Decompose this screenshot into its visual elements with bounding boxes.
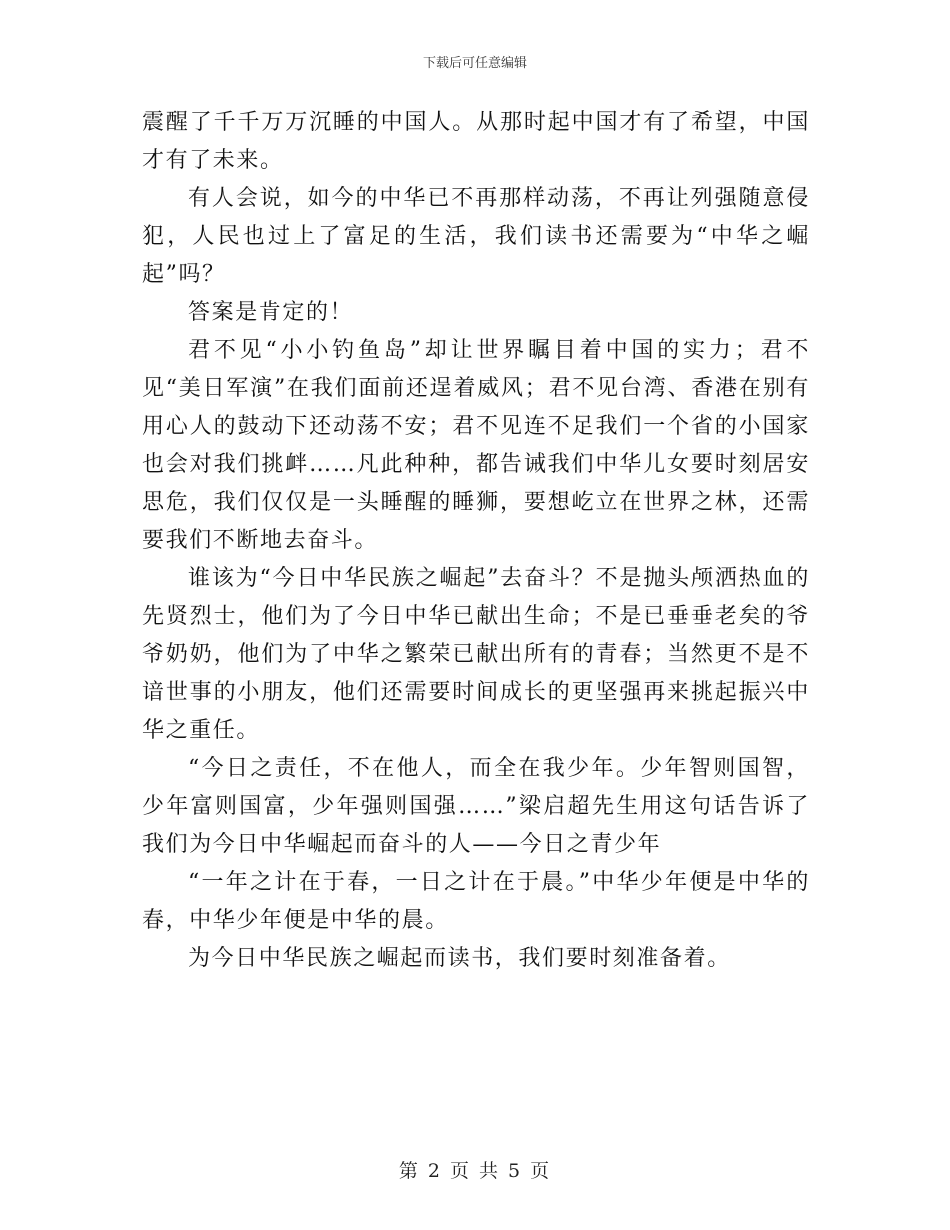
page-header: 下载后可任意编辑 (422, 56, 527, 71)
paragraph: 为今日中华民族之崛起而读书，我们要时刻准备着。 (188, 946, 731, 971)
paragraph: 谁该为“今日中华民族之崛起”去奋斗？不是抛头颅洒热血的先贤烈士，他们为了今日中华已献出生命；不是已垂垂老矣的爷爷奶奶，他们为了中华之繁荣已献出所有的青春；当然更不是不谙世事的小朋友，他们还需要时间成长的更坚强再来挑起振兴中华之重任。 (142, 566, 810, 743)
paragraph: “一年之计在于春，一日之计在于晨。”中华少年便是中华的春，中华少年便是中华的晨。 (142, 870, 810, 933)
paragraph: 君不见“小小钓鱼岛”却让世界瞩目着中国的实力；君不见“美日军演”在我们面前还逞着威风；君不见台湾、香港在别有用心人的鼓动下还动荡不安；君不见连不足我们一个省的小国家也会对我们挑衅……凡此种种，都告诫我们中华儿女要时刻居安思危，我们仅仅是一头睡醒的睡狮，要想屹立在世界之林，还需要我们不断地去奋斗。 (142, 338, 810, 553)
paragraph: “今日之责任，不在他人，而全在我少年。少年智则国智，少年富则国富，少年强则国强……”梁启超先生用这句话告诉了我们为今日中华崛起而奋斗的人——今日之青少年 (142, 756, 810, 857)
page-number: 第 2 页 共 5 页 (398, 1160, 552, 1182)
paragraph: 答案是肯定的！ (188, 300, 354, 325)
paragraph: 有人会说，如今的中华已不再那样动荡，不再让列强随意侵犯，人民也过上了富足的生活，我们读书还需要为“中华之崛起”吗？ (142, 186, 810, 287)
paragraph: 震醒了千千万万沉睡的中国人。从那时起中国才有了希望，中国才有了未来。 (142, 110, 810, 173)
document-body (142, 104, 810, 978)
